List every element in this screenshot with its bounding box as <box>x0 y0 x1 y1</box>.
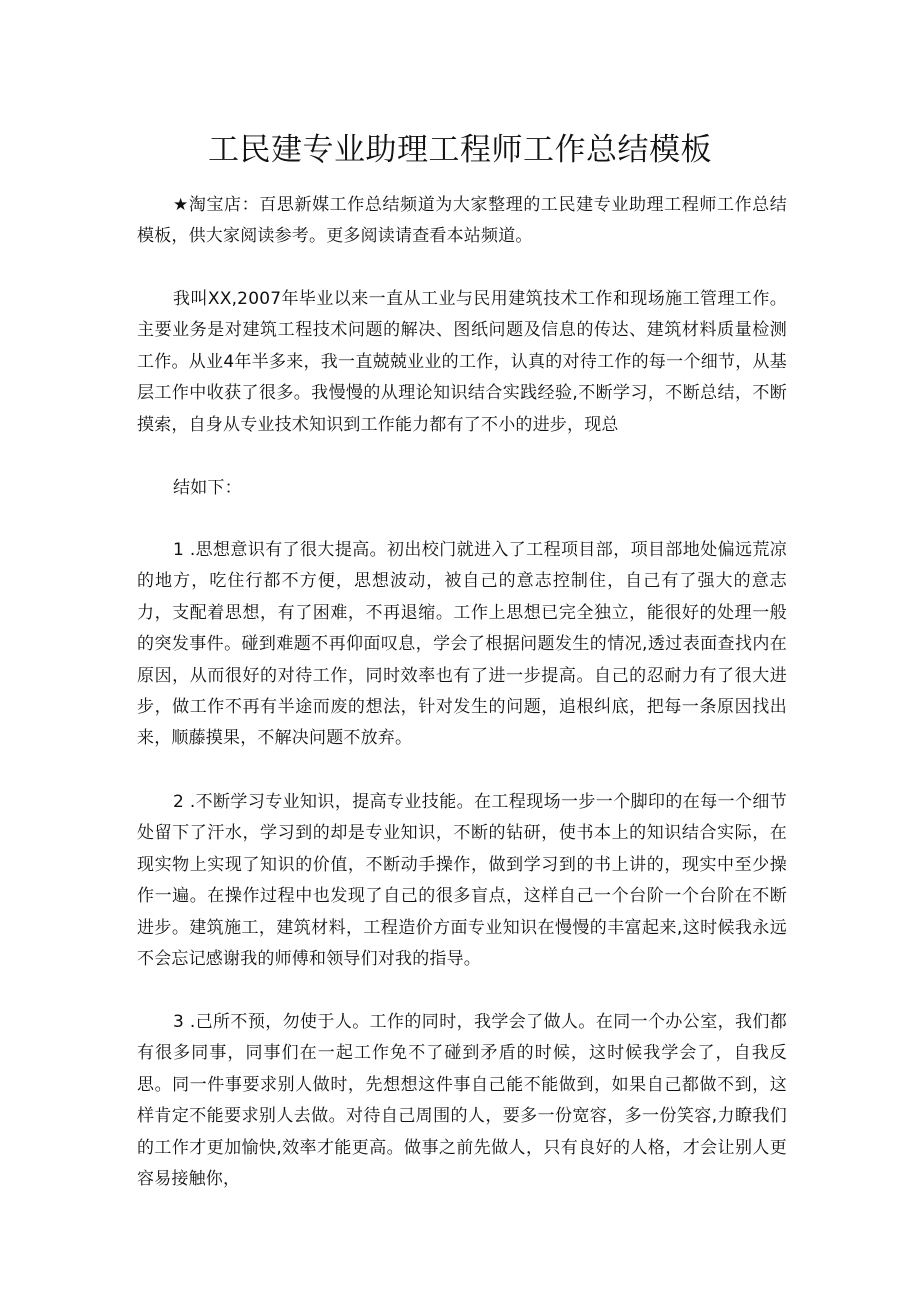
paragraph-summary-lead: 结如下： <box>173 478 242 498</box>
intro-paragraph: ★淘宝店：百思新媒工作总结频道为大家整理的工民建专业助理工程师工作总结模板，供大家阅读参考。更多阅读请查看本站频道。 <box>137 195 787 247</box>
paragraph-point-1: 1 .思想意识有了很大提高。初出校门就进入了工程项目部，项目部地处偏远荒凉的地方，吃住行都不方便，思想波动，被自己的意志控制住，自己有了强大的意志力，支配着思想，有了困难，不再退缩。工作上思想已完全独立，能很好的处理一般的突发事件。碰到难题不再仰面叹息，学会了根据问题发生的情况,透过表面查找内在原因，从而很好的对待工作，同时效率也有了进一步提高。自己的忍耐力有了很大进步，做工作不再有半途而废的想法，针对发生的问题，追根纠底，把每一条原因找出来，顺藤摸果，不解决问题不放弃。 <box>137 540 787 749</box>
paragraph-point-3: 3 .己所不预，勿使于人。工作的同时，我学会了做人。在同一个办公室，我们都有很多同事，同事们在一起工作免不了碰到矛盾的时候，这时候我学会了，自我反思。同一件事要求别人做时，先想想这件事自己能不能做到，如果自己都做不到，这样肯定不能要求别人去做。对待自己周围的人，要多一份宽容，多一份笑容,力瞭我们的工作才更加愉快,效率才能更高。做事之前先做人，只有良好的人格，才会让别人更容易接触你， <box>137 1012 787 1190</box>
paragraph-point-2: 2 .不断学习专业知识，提高专业技能。在工程现场一步一个脚印的在每一个细节处留下了汗水，学习到的却是专业知识，不断的钻研，使书本上的知识结合实际，在现实物上实现了知识的价值，不断动手操作，做到学习到的书上讲的，现实中至少操作一遍。在操作过程中也发现了自己的很多盲点，这样自己一个台阶一个台阶在不断进步。建筑施工，建筑材料，工程造价方面专业知识在慢慢的丰富起来,这时候我永远不会忘记感谢我的师傅和领导们对我的指导。 <box>137 792 787 970</box>
paragraph-self-introduction: 我叫XX,2007年毕业以来一直从工业与民用建筑技术工作和现场施工管理工作。主要业务是对建筑工程技术问题的解决、图纸问题及信息的传达、建筑材料质量检测工作。从业4年半多来，我一直兢兢业业的工作，认真的对待工作的每一个细节，从基层工作中收获了很多。我慢慢的从理论知识结合实践经验,不断学习，不断总结，不断摸索，自身从专业技术知识到工作能力都有了不小的进步，现总 <box>137 289 787 435</box>
document-title: 工民建专业助理工程师工作总结模板 <box>208 132 712 168</box>
